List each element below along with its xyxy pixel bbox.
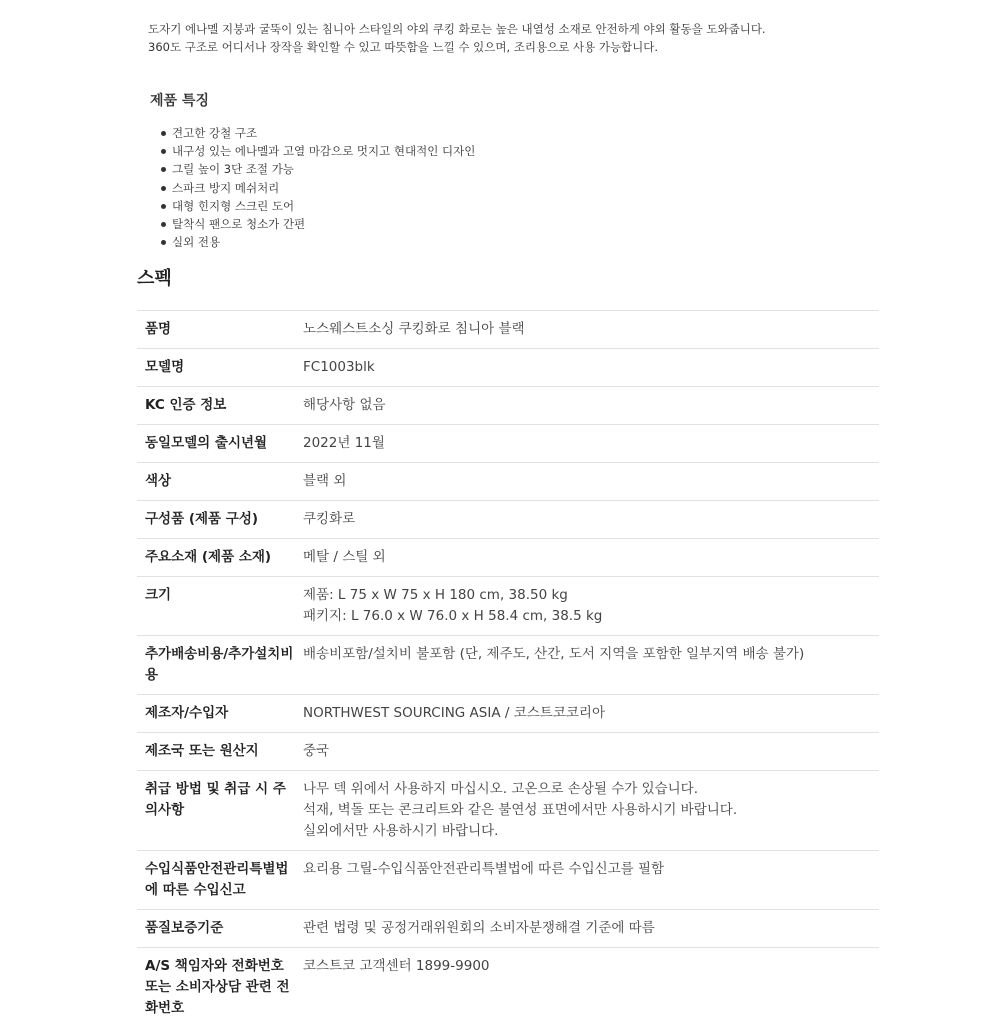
feature-item: 탈착식 팬으로 청소가 간편 [172,215,475,233]
table-row [137,349,879,387]
spec-label: 구성품 (제품 구성) [137,501,303,539]
specs-title: 스펙 [137,264,172,290]
spec-value: 쿠킹화로 [303,501,879,539]
table-row [137,501,879,539]
spec-label: 동일모델의 출시년월 [137,425,303,463]
features-title: 제품 특징 [150,90,209,110]
spec-value: 중국 [303,733,879,771]
table-row [137,695,879,733]
spec-label: 크기 [137,577,303,636]
table-row [137,851,879,910]
spec-value: 배송비포함/설치비 불포함 (단, 제주도, 산간, 도서 지역을 포함한 일부지역 배송 불가) [303,636,879,695]
table-row [137,948,879,1027]
table-row [137,636,879,695]
features-list [172,124,475,251]
spec-label: 색상 [137,463,303,501]
spec-label: 취급 방법 및 취급 시 주의사항 [137,771,303,851]
feature-item: 대형 힌지형 스크린 도어 [172,197,475,215]
intro-line-1: 도자기 에나멜 지붕과 굴뚝이 있는 침니아 스타일의 야외 쿠킹 화로는 높은 내열성 소재로 안전하게 야외 활동을 도와줍니다. [148,20,848,38]
spec-label: 제조자/수입자 [137,695,303,733]
table-row [137,733,879,771]
spec-label: 수입식품안전관리특별법에 따른 수입신고 [137,851,303,910]
spec-value: NORTHWEST SOURCING ASIA / 코스트코코리아 [303,695,879,733]
specs-table [137,310,879,1027]
spec-label: A/S 책임자와 전화번호 또는 소비자상담 관련 전화번호 [137,948,303,1027]
spec-value: 2022년 11월 [303,425,879,463]
spec-value: 제품: L 75 x W 75 x H 180 cm, 38.50 kg 패키지: L 76.0 x W 76.0 x H 58.4 cm, 38.5 kg [303,577,879,636]
spec-label: 품명 [137,311,303,349]
spec-value: 코스트코 고객센터 1899-9900 [303,948,879,1027]
spec-label: KC 인증 정보 [137,387,303,425]
table-row [137,463,879,501]
intro-line-2: 360도 구조로 어디서나 장작을 확인할 수 있고 따뜻함을 느낄 수 있으며, 조리용으로 사용 가능합니다. [148,38,848,56]
spec-value: 관련 법령 및 공정거래위원회의 소비자분쟁해결 기준에 따름 [303,910,879,948]
feature-item: 스파크 방지 메쉬처리 [172,179,475,197]
spec-value: 해당사항 없음 [303,387,879,425]
spec-label: 추가배송비용/추가설치비용 [137,636,303,695]
feature-item: 견고한 강철 구조 [172,124,475,142]
spec-value: 요리용 그릴-수입식품안전관리특별법에 따른 수입신고를 필함 [303,851,879,910]
table-row [137,577,879,636]
spec-value: 나무 덱 위에서 사용하지 마십시오. 고온으로 손상될 수가 있습니다. 석재, 벽돌 또는 콘크리트와 같은 불연성 표면에서만 사용하시기 바랍니다. 실외에서만 사용하시기 바랍니다. [303,771,879,851]
table-row [137,387,879,425]
spec-label: 제조국 또는 원산지 [137,733,303,771]
table-row [137,771,879,851]
product-intro [148,20,848,56]
table-row [137,311,879,349]
feature-item: 그릴 높이 3단 조절 가능 [172,160,475,178]
table-row [137,425,879,463]
feature-item: 내구성 있는 에나멜과 고열 마감으로 멋지고 현대적인 디자인 [172,142,475,160]
spec-value: FC1003blk [303,349,879,387]
table-row [137,539,879,577]
table-row [137,910,879,948]
spec-value: 메탈 / 스틸 외 [303,539,879,577]
spec-value: 노스웨스트소싱 쿠킹화로 침니아 블랙 [303,311,879,349]
spec-label: 주요소재 (제품 소재) [137,539,303,577]
feature-item: 실외 전용 [172,233,475,251]
spec-label: 모델명 [137,349,303,387]
spec-value: 블랙 외 [303,463,879,501]
spec-label: 품질보증기준 [137,910,303,948]
